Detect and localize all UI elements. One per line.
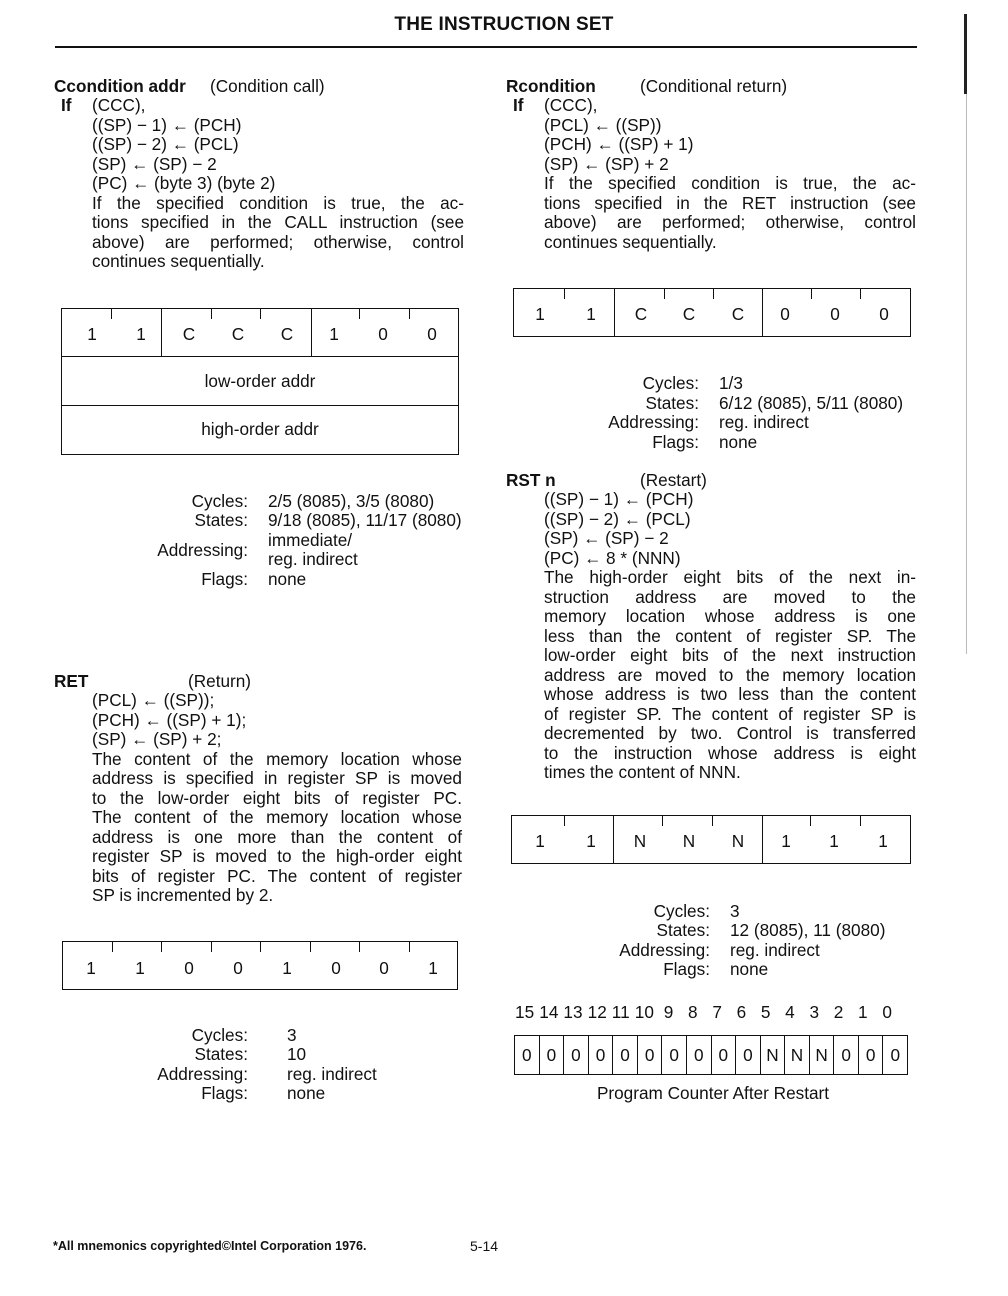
ret-heading (54, 671, 252, 692)
pc-bit-2: 0 (833, 1036, 858, 1074)
pc-bit-1: 0 (858, 1036, 883, 1074)
rst-text-10: to the instruction whose address is eight (544, 742, 916, 763)
rcondition-text-3: above) are performed; otherwise, control (544, 212, 916, 232)
ret-bit-7: 1 (86, 958, 96, 978)
ccondition-cond: (CCC), (92, 95, 146, 115)
rcondition-if (513, 96, 524, 116)
ret-states-value: 10 (287, 1044, 307, 1064)
ret-bit-0: 1 (428, 958, 438, 978)
ret-addressing-label: Addressing: (157, 1064, 248, 1084)
rst-op-2: ((SP) − 2) ← (PCL) (544, 508, 691, 529)
ret-op-2: (PCH) ← ((SP) + 1); (92, 709, 247, 730)
rst-text-4: less than the content of register SP. The (544, 625, 916, 646)
rcondition-cond: (CCC), (544, 95, 598, 115)
ccondition-text-4: continues sequentially. (92, 251, 265, 271)
rcondition-bit-7: 1 (535, 304, 545, 324)
rst-text-1: The high-order eight bits of the next in- (544, 567, 916, 587)
pc-bit-4: N (784, 1036, 809, 1074)
rst-bit-3: N (731, 831, 745, 851)
rst-body (544, 490, 916, 783)
ccondition-if-keyword: If (61, 95, 72, 115)
rcondition-op-3: (SP) ← (SP) + 2 (544, 153, 669, 174)
rst-cycles-label: Cycles: (653, 901, 710, 921)
rst-heading (506, 470, 707, 491)
rcondition-cycles-label: Cycles: (642, 373, 699, 393)
ccondition-high-order-addr: high-order addr (62, 405, 458, 455)
footer-page-number: 5-14 (470, 1238, 499, 1254)
rst-text-5: low-order eight bits of the next instruction (544, 645, 916, 665)
ccondition-cycles-value: 2/5 (8085), 3/5 (8080) (268, 491, 435, 511)
rst-flags-value: none (730, 959, 769, 979)
rst-text-7: whose address is two less than the content (544, 684, 916, 704)
ccondition-bit-5: C (182, 324, 196, 344)
pc-bit-9: 0 (661, 1036, 686, 1074)
rst-instruction-format (511, 815, 911, 864)
rst-bit-4: N (682, 831, 696, 851)
ret-bit-5: 0 (184, 958, 194, 978)
rcondition-bit-1: 0 (830, 304, 840, 324)
ccondition-op-1: ((SP) − 1) ← (PCH) (92, 114, 242, 135)
ccondition-bit-3: C (280, 324, 294, 344)
rcondition-text-1: If the specified condition is true, the ac- (544, 173, 916, 193)
ret-description: (Return) (188, 671, 252, 691)
rcondition-bit-0: 0 (879, 304, 889, 324)
rst-op-4: (PC) ← 8 * (NNN) (544, 547, 681, 568)
ccondition-addressing-value-2: reg. indirect (268, 549, 358, 569)
ret-bit-6: 1 (135, 958, 145, 978)
rst-bit-0: 1 (878, 831, 888, 851)
rst-bit-1: 1 (829, 831, 839, 851)
rst-text-6: address are moved to the memory location (544, 664, 916, 685)
rcondition-body (544, 96, 916, 252)
rcondition-flags-value: none (719, 432, 758, 452)
rst-text-11: times the content of NNN. (544, 762, 741, 782)
rcondition-mnemonic: Rcondition (506, 76, 596, 96)
rcondition-bit-4: C (682, 304, 696, 324)
pc-bit-6: 0 (735, 1036, 760, 1074)
rst-states-label: States: (656, 920, 710, 940)
rst-addressing-value: reg. indirect (730, 940, 820, 960)
ccondition-instruction-format (61, 308, 459, 455)
pc-bit-12: 0 (588, 1036, 613, 1074)
ret-text-5: address is one more than the content of (92, 826, 462, 847)
ccondition-bit-2: 1 (329, 324, 339, 344)
pc-bit-15: 0 (522, 1045, 532, 1065)
rcondition-heading (506, 76, 788, 97)
rcondition-bit-2: 0 (780, 304, 790, 324)
rcondition-op-1: (PCL) ← ((SP)) (544, 114, 662, 135)
ret-addressing-value: reg. indirect (287, 1064, 377, 1084)
ccondition-heading (54, 76, 325, 97)
pc-bit-3: N (809, 1036, 834, 1074)
ret-bit-1: 0 (379, 958, 389, 978)
pc-bit-7: 0 (711, 1036, 736, 1074)
ccondition-op-3: (SP) ← (SP) − 2 (92, 153, 217, 174)
rst-bit-2: 1 (781, 831, 791, 851)
rst-cycles-value: 3 (730, 901, 740, 921)
ret-text-6: register SP is moved to the high-order eight (92, 846, 462, 866)
pc-bit-13: 0 (563, 1036, 588, 1074)
ccondition-cycles-label: Cycles: (191, 491, 248, 511)
ccondition-flags-value: none (268, 569, 307, 589)
rcondition-text-2: tions specified in the RET instruction (see (544, 192, 916, 213)
ccondition-op-2: ((SP) − 2) ← (PCL) (92, 134, 239, 154)
rst-addressing-label: Addressing: (619, 940, 710, 960)
ret-cycles-label: Cycles: (191, 1025, 248, 1045)
rcondition-bit-5: C (634, 304, 648, 324)
scan-edge-mark (964, 14, 967, 94)
ret-body (92, 691, 462, 906)
ret-text-2: address is specified in register SP is moved (92, 768, 462, 788)
pc-bit-10: 0 (637, 1036, 662, 1074)
rcondition-addressing-value: reg. indirect (719, 412, 809, 432)
pc-bit-0: 0 (882, 1036, 907, 1074)
ccondition-mnemonic: Ccondition addr (54, 76, 186, 96)
rcondition-text-4: continues sequentially. (544, 231, 717, 252)
rst-flags-label: Flags: (663, 959, 710, 979)
ccondition-states-label: States: (194, 510, 248, 530)
ccondition-bit-1: 0 (378, 324, 388, 344)
ret-instruction-format (62, 941, 458, 990)
rcondition-addressing-label: Addressing: (608, 412, 699, 432)
ret-text-7: bits of register PC. The content of register (92, 865, 462, 886)
rst-op-1: ((SP) − 1) ← (PCH) (544, 489, 694, 509)
rcondition-bit-6: 1 (586, 304, 596, 324)
ret-bit-2: 0 (331, 958, 341, 978)
rst-text-3: memory location whose address is one (544, 606, 916, 626)
ccondition-text-3: above) are performed; otherwise, control (92, 231, 464, 252)
ret-bit-3: 1 (282, 958, 292, 978)
rst-op-3: (SP) ← (SP) − 2 (544, 528, 669, 548)
pc-bit-14: 0 (539, 1036, 564, 1074)
ret-op-1: (PCL) ← ((SP)); (92, 690, 215, 710)
ret-states-label: States: (194, 1044, 248, 1064)
ret-cycles-value: 3 (287, 1025, 297, 1045)
ccondition-states-value: 9/18 (8085), 11/17 (8080) (268, 510, 462, 530)
ccondition-low-order-addr: low-order addr (62, 356, 458, 406)
rcondition-cycles-value: 1/3 (719, 373, 743, 393)
rcondition-op-2: (PCH) ← ((SP) + 1) (544, 134, 694, 154)
ret-op-3: (SP) ← (SP) + 2; (92, 729, 222, 749)
ccondition-bit-6: 1 (136, 324, 146, 344)
ccondition-addressing-value-1: immediate/ (268, 530, 353, 550)
rcondition-instruction-format (513, 288, 911, 337)
rst-text-8: of register SP. The content of register SP is (544, 703, 916, 724)
ccondition-opcode-byte (62, 309, 458, 356)
pc-bit-11: 0 (612, 1036, 637, 1074)
ret-text-4: The content of the memory location whose (92, 807, 462, 827)
ccondition-bit-4: C (231, 324, 245, 344)
ret-text-1: The content of the memory location whose (92, 748, 462, 769)
rcondition-description: (Conditional return) (640, 76, 788, 96)
pc-register-diagram (514, 1035, 908, 1075)
pc-bit-5: N (760, 1036, 785, 1074)
pc-bit-numbers: 15 14 13 12 11 10 9 8 7 6 5 4 3 2 1 0 (515, 1002, 892, 1022)
scan-edge-line (966, 94, 967, 654)
rst-text-2: struction address are moved to the (544, 586, 916, 607)
rst-mnemonic: RST n (506, 470, 556, 490)
ccondition-body (92, 96, 464, 272)
ret-bit-4: 0 (233, 958, 243, 978)
ccondition-if (61, 96, 72, 116)
footer-copyright: *All mnemonics copyrighted©Intel Corporation 1976. (53, 1239, 367, 1253)
rcondition-bit-3: C (731, 304, 745, 324)
rst-text-9: decremented by two. Control is transferred (544, 723, 916, 743)
pc-caption: Program Counter After Restart (596, 1083, 830, 1103)
rcondition-flags-label: Flags: (652, 432, 699, 452)
ccondition-addressing-label: Addressing: (157, 540, 248, 560)
ret-flags-value: none (287, 1083, 326, 1103)
rst-description: (Restart) (640, 470, 707, 490)
ret-mnemonic: RET (54, 671, 89, 691)
pc-bit-8: 0 (686, 1036, 711, 1074)
rst-bit-6: 1 (586, 831, 596, 851)
ret-flags-label: Flags: (201, 1083, 248, 1103)
ccondition-flags-label: Flags: (201, 569, 248, 589)
rcondition-states-value: 6/12 (8085), 5/11 (8080) (719, 393, 904, 413)
ret-text-3: to the low-order eight bits of register PC. (92, 787, 462, 808)
ccondition-text-2: tions specified in the CALL instruction (see (92, 212, 464, 232)
ret-text-8: SP is incremented by 2. (92, 885, 274, 905)
rst-bit-7: 1 (535, 831, 545, 851)
header-rule (55, 46, 917, 48)
rcondition-states-label: States: (645, 393, 699, 413)
rst-bit-5: N (633, 831, 647, 851)
rcondition-if-keyword: If (513, 95, 524, 115)
ccondition-bit-7: 1 (87, 324, 97, 344)
ccondition-description: (Condition call) (210, 76, 325, 96)
page-header-title: THE INSTRUCTION SET (394, 14, 614, 35)
ccondition-op-4: (PC) ← (byte 3) (byte 2) (92, 173, 276, 193)
ccondition-text-1: If the specified condition is true, the ac- (92, 192, 464, 213)
rst-states-value: 12 (8085), 11 (8080) (730, 920, 886, 940)
ccondition-bit-0: 0 (427, 324, 437, 344)
